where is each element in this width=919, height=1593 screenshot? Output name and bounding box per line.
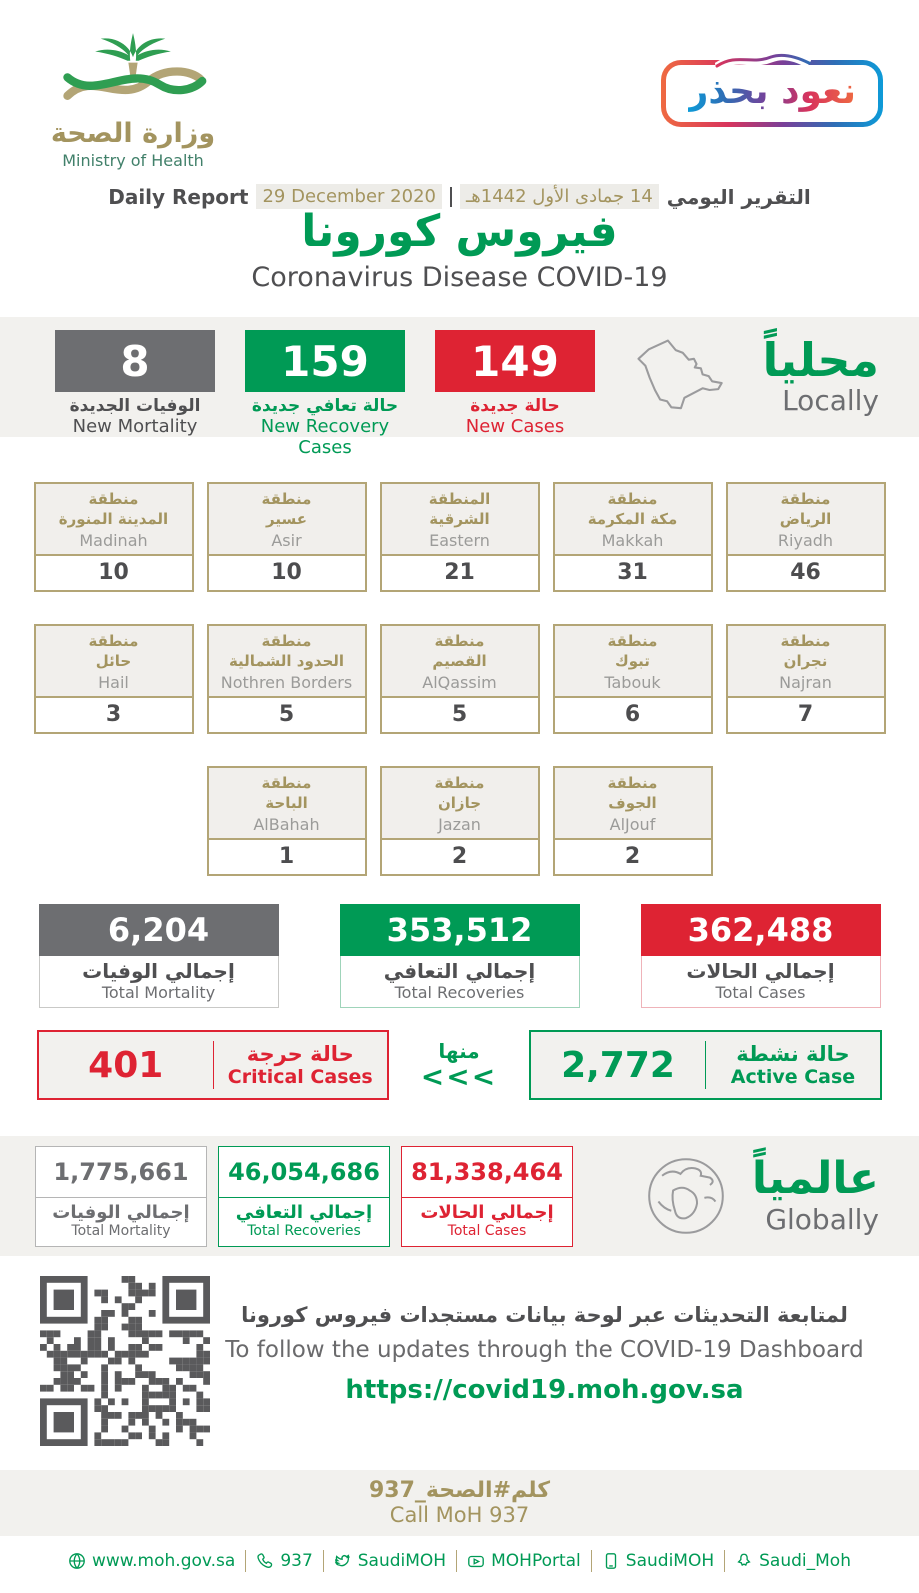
- global-recoveries-box: 46,054,686 إجمالي التعافي Total Recoveries: [218, 1146, 390, 1247]
- region-value: 6: [624, 702, 641, 727]
- globe-icon: [68, 1552, 86, 1570]
- new-mortality-stat: [55, 330, 215, 437]
- region-value: 7: [797, 702, 814, 727]
- call-moh-section: [0, 1470, 919, 1536]
- globe-icon: [640, 1150, 732, 1242]
- globally-header: [640, 1150, 879, 1242]
- call-moh-ar: كلم#الصحة_937: [368, 1478, 551, 1503]
- locally-header: [635, 330, 879, 417]
- new-recovery-label-en: New Recovery Cases: [260, 416, 390, 458]
- locally-label-en: Locally: [782, 384, 879, 418]
- global-mortality-box: 1,775,661 إجمالي الوفيات Total Mortality: [35, 1146, 207, 1247]
- moh-logo: [48, 22, 218, 170]
- region-value: 3: [105, 702, 122, 727]
- footer-separator: [591, 1550, 592, 1572]
- saudi-arabia-map-icon: [635, 337, 739, 417]
- new-recovery-label-ar: حالة تعافي جديدة: [251, 396, 399, 416]
- locally-label-ar: محلياً: [762, 333, 879, 387]
- footer-link-app[interactable]: SaudiMOH: [602, 1551, 714, 1571]
- of-which-indicator: منها <<<: [411, 1039, 507, 1091]
- date-separator: [450, 187, 452, 207]
- page-title-ar: فيروس كورونا: [301, 206, 618, 257]
- region-card-alqassim: منطقة القصيم AlQassim 5: [380, 624, 540, 734]
- active-case-box: 2,772 حالة نشطة Active Case: [529, 1030, 882, 1100]
- footer-link-snapchat[interactable]: Saudi_Moh: [735, 1551, 851, 1571]
- globally-labels: [751, 1153, 879, 1236]
- header: [0, 0, 919, 300]
- region-card-najran: منطقة نجران Najran 7: [726, 624, 886, 734]
- page-title-en: Coronavirus Disease COVID-19: [251, 262, 668, 293]
- regions-row-3: [0, 766, 919, 876]
- active-case-value: 2,772: [561, 1044, 675, 1086]
- qr-code: [40, 1276, 210, 1446]
- youtube-icon: [467, 1552, 485, 1570]
- moh-logo-icon: [54, 22, 212, 118]
- dashboard-section: [0, 1272, 919, 1450]
- globally-section: [0, 1136, 919, 1256]
- locally-section: [0, 317, 919, 458]
- badge-swoosh: [715, 51, 811, 71]
- new-mortality-label-en: New Mortality: [72, 416, 198, 437]
- footer-separator: [245, 1550, 246, 1572]
- mobile-icon: [602, 1552, 620, 1570]
- new-recovery-value: 159: [245, 330, 405, 392]
- total-cases-value: 362,488: [641, 904, 881, 956]
- footer-link-twitter[interactable]: SaudiMOH: [334, 1551, 446, 1571]
- footer-separator: [724, 1550, 725, 1572]
- total-recoveries-box: 353,512 إجمالي التعافي Total Recoveries: [340, 904, 580, 1008]
- phone-icon: [256, 1552, 274, 1570]
- new-cases-value: 149: [435, 330, 595, 392]
- region-value: 2: [451, 844, 468, 869]
- region-card-madinah: منطقة المدينة المنورة Madinah 10: [34, 482, 194, 592]
- new-recovery-stat: [245, 330, 405, 458]
- locally-labels: [762, 333, 879, 418]
- regions-row-1: [0, 482, 919, 592]
- return-with-caution-badge: [661, 60, 883, 127]
- new-cases-label-ar: حالة جديدة: [470, 396, 560, 416]
- region-value: 2: [624, 844, 641, 869]
- dashboard-url-link[interactable]: https://covid19.moh.gov.sa: [345, 1375, 744, 1405]
- globally-label-en: Globally: [765, 1202, 879, 1236]
- region-card-eastern: المنطقة الشرقية Eastern 21: [380, 482, 540, 592]
- footer-link-website[interactable]: www.moh.gov.sa: [68, 1551, 235, 1571]
- regions-row-2: [0, 624, 919, 734]
- total-recoveries-value: 353,512: [340, 904, 580, 956]
- global-cases-box: 81,338,464 إجمالي الحالات Total Cases: [401, 1146, 573, 1247]
- twitter-icon: [334, 1552, 352, 1570]
- total-cases-box: 362,488 إجمالي الحالات Total Cases: [641, 904, 881, 1008]
- footer-link-youtube[interactable]: MOHPortal: [467, 1551, 581, 1571]
- region-value: 5: [278, 702, 295, 727]
- region-card-aljouf: منطقة الجوف AlJouf 2: [553, 766, 713, 876]
- footer-separator: [323, 1550, 324, 1572]
- critical-cases-box: 401 حالة حرجة Critical Cases: [37, 1030, 389, 1100]
- logo-english-name: Ministry of Health: [62, 151, 204, 170]
- region-card-riyadh: منطقة الرياض Riyadh 46: [726, 482, 886, 592]
- region-card-jazan: منطقة جازان Jazan 2: [380, 766, 540, 876]
- region-card-tabouk: منطقة تبوك Tabouk 6: [553, 624, 713, 734]
- region-value: 31: [617, 560, 648, 585]
- critical-cases-value: 401: [88, 1044, 164, 1086]
- region-value: 1: [278, 844, 295, 869]
- critical-active-row: [0, 1030, 919, 1100]
- new-mortality-label-ar: الوفيات الجديدة: [69, 396, 201, 416]
- daily-report-label-en: Daily Report: [108, 184, 249, 209]
- dashboard-line-ar: لمتابعة التحديثات عبر لوحة بيانات مستجدات فيروس كورونا: [241, 1303, 848, 1327]
- chevrons-left-icon: <<<: [420, 1060, 498, 1093]
- local-totals: [0, 904, 919, 1008]
- new-mortality-value: 8: [55, 330, 215, 392]
- date-hijri: 14 جمادى الأول 1442هـ: [460, 184, 659, 209]
- region-value: 21: [444, 560, 475, 585]
- call-moh-en: Call MoH 937: [389, 1503, 530, 1527]
- dashboard-line-en: To follow the updates through the COVID-19 Dashboard: [225, 1337, 864, 1363]
- region-card-asir: منطقة عسير Asir 10: [207, 482, 367, 592]
- new-cases-stat: [435, 330, 595, 437]
- region-card-hail: منطقة حائل Hail 3: [34, 624, 194, 734]
- snapchat-icon: [735, 1552, 753, 1570]
- total-mortality-box: 6,204 إجمالي الوفيات Total Mortality: [39, 904, 279, 1008]
- badge-inner: [666, 65, 878, 122]
- footer-separator: [456, 1550, 457, 1572]
- globally-label-ar: عالمياً: [751, 1153, 879, 1205]
- footer-link-phone[interactable]: 937: [256, 1551, 312, 1571]
- daily-report-label-ar: التقرير اليومي: [666, 184, 811, 209]
- region-value: 10: [98, 560, 129, 585]
- footer-links: [0, 1550, 919, 1572]
- new-cases-label-en: New Cases: [465, 416, 565, 437]
- region-value: 46: [790, 560, 821, 585]
- badge-label: نعود بحذر: [687, 71, 856, 112]
- date-gregorian: 29 December 2020: [256, 184, 442, 209]
- region-card-makkah: منطقة مكة المكرمة Makkah 31: [553, 482, 713, 592]
- region-value: 5: [451, 702, 468, 727]
- region-value: 10: [271, 560, 302, 585]
- total-mortality-value: 6,204: [39, 904, 279, 956]
- logo-arabic-name: وزارة الصحة: [50, 118, 216, 149]
- region-card-northern-borders: منطقة الحدود الشمالية Nothren Borders 5: [207, 624, 367, 734]
- region-card-albahah: منطقة الباحة AlBahah 1: [207, 766, 367, 876]
- regions-grid: [0, 482, 919, 876]
